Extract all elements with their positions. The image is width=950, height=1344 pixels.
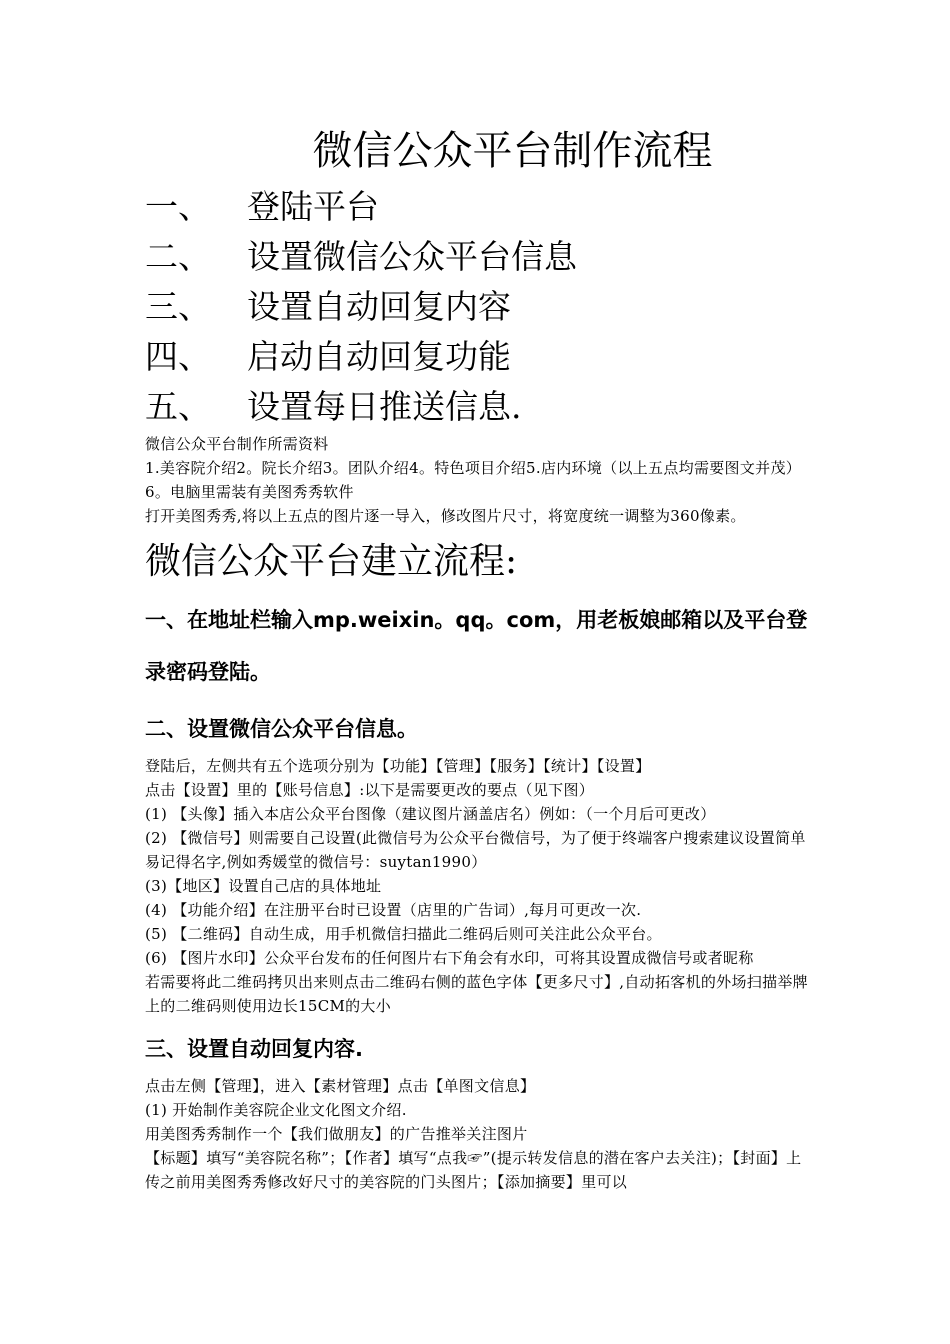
outline-list: [145, 182, 810, 432]
process-title: 微信公众平台建立流程:: [145, 541, 518, 582]
outline-text: 启动自动回复功能: [247, 337, 511, 376]
materials-line: 1.美容院介绍2。院长介绍3。团队介绍4。特色项目介绍5.店内环境（以上五点均需要图文并茂）: [145, 459, 802, 477]
outline-number: 五、: [145, 387, 211, 426]
outline-item: [145, 282, 810, 332]
document-title: 微信公众平台制作流程: [312, 128, 713, 174]
outline-text: 登陆平台: [247, 187, 379, 226]
outline-item: [145, 182, 810, 232]
step2-line: (1) 【头像】插入本店公众平台图像（建议图片涵盖店名）例如：（一个月后可更改）: [145, 805, 716, 823]
step2-line: 登陆后，左侧共有五个选项分别为【功能】【管理】【服务】【统计】【设置】: [145, 757, 651, 775]
materials-heading: 微信公众平台制作所需资料: [145, 435, 329, 453]
outline-number: 三、: [145, 287, 211, 326]
step3-line: (1) 开始制作美容院企业文化图文介绍.: [145, 1101, 407, 1119]
step3-heading: 三、设置自动回复内容.: [145, 1037, 363, 1061]
step3-line: 【标题】填写“美容院名称”；【作者】填写“点我☞”(提示转发信息的潜在客户去关注)；【封面】上传之前用美图秀秀修改好尺寸的美容院的门头图片；【添加摘要】里可以: [145, 1149, 802, 1191]
outline-text: 设置自动回复内容: [247, 287, 511, 326]
outline-text: 设置微信公众平台信息: [247, 237, 577, 276]
step2-line: 点击【设置】里的【账号信息】:以下是需要更改的要点（见下图）: [145, 781, 595, 799]
step2-line: (2) 【微信号】则需要自己设置(此微信号为公众平台微信号，为了便于终端客户搜索建议设置简单易记得名字,例如秀媛堂的微信号：suytan1990）: [145, 829, 806, 871]
step2-heading: 二、设置微信公众平台信息。: [145, 717, 418, 741]
materials-line: 6。电脑里需装有美图秀秀软件: [145, 483, 354, 501]
outline-item: [145, 332, 810, 382]
step2-line: (5) 【二维码】自动生成，用手机微信扫描此二维码后则可关注此公众平台。: [145, 925, 662, 943]
outline-item: [145, 232, 810, 282]
step2-line: (6) 【图片水印】公众平台发布的任何图片右下角会有水印，可将其设置成微信号或者昵称: [145, 949, 754, 967]
materials-line: 打开美图秀秀,将以上五点的图片逐一导入，修改图片尺寸，将宽度统一调整为360像素。: [145, 507, 746, 525]
document-page: [145, 120, 810, 1194]
outline-item: [145, 382, 810, 432]
step3-line: 用美图秀秀制作一个【我们做朋友】的广告推举关注图片: [145, 1125, 528, 1143]
step2-line: (3)【地区】设置自己店的具体地址: [145, 877, 382, 895]
step3-line: 点击左侧【管理】，进入【素材管理】点击【单图文信息】: [145, 1077, 536, 1095]
outline-number: 四、: [145, 337, 211, 376]
step1-heading: 一、在地址栏输入mp.weixin。qq。com，用老板娘邮箱以及平台登录密码登陆。: [145, 608, 808, 684]
outline-number: 一、: [145, 187, 211, 226]
step2-line: (4) 【功能介绍】在注册平台时已设置（店里的广告词）,每月可更改一次.: [145, 901, 642, 919]
step2-line: 若需要将此二维码拷贝出来则点击二维码右侧的蓝色字体【更多尺寸】,自动拓客机的外场扫描举牌上的二维码则使用边长15CM的大小: [145, 973, 808, 1015]
outline-text: 设置每日推送信息.: [247, 387, 522, 426]
outline-number: 二、: [145, 237, 211, 276]
